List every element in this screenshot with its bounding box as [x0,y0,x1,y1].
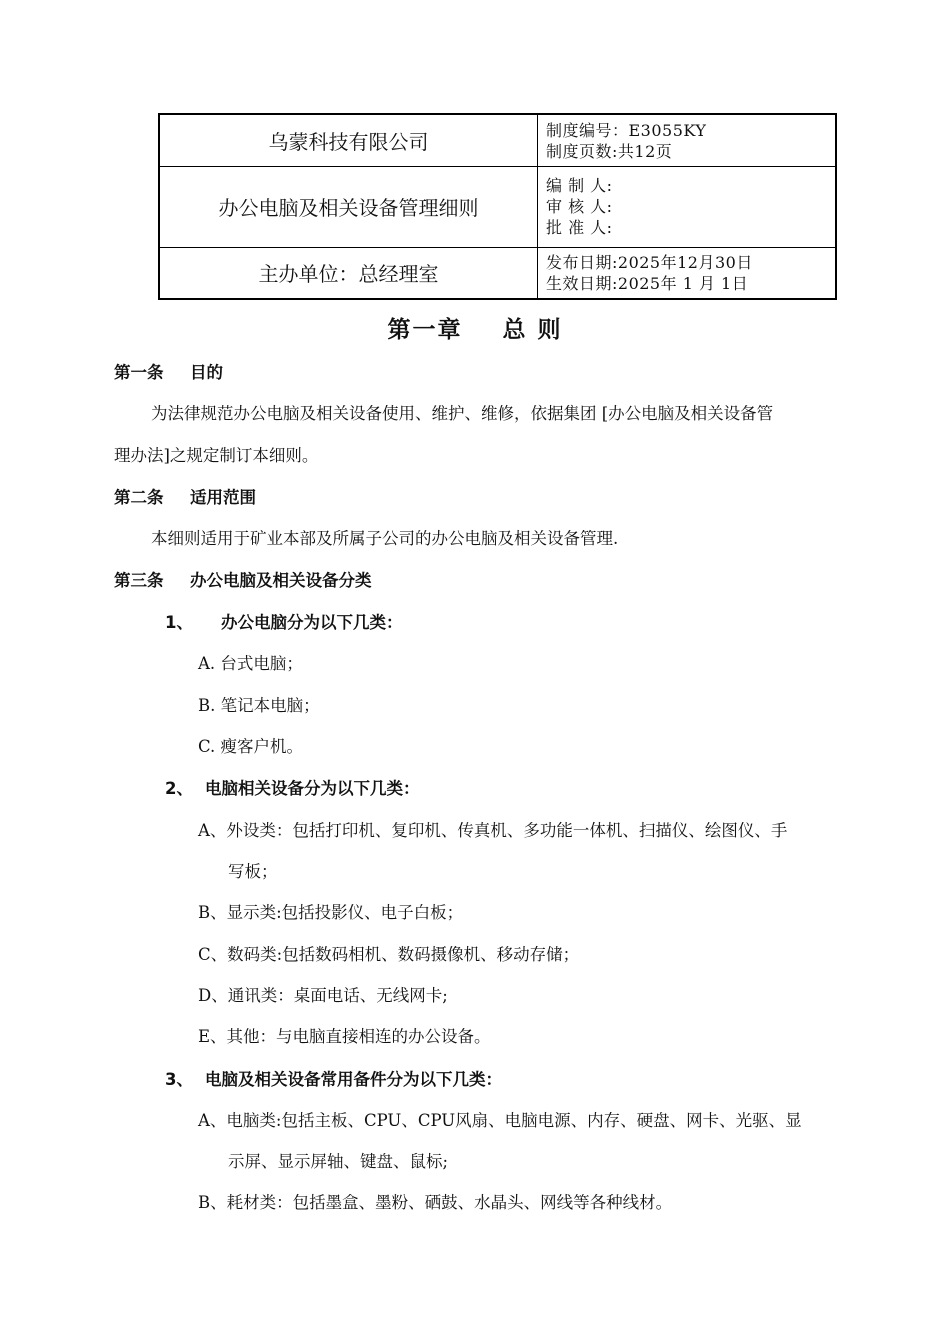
article-1-para-line1: 为法律规范办公电脑及相关设备使用、维护、维修，依据集团 [办公电脑及相关设备管 [151,404,774,423]
doc-title: 办公电脑及相关设备管理细则 [218,196,479,221]
host-unit-cell [159,247,538,299]
section-2-item-a-line2: 写板； [228,862,278,881]
company-name-cell [159,114,538,167]
effective-date: 生效日期:2025年 1 月 1日 [546,273,749,293]
section-2-heading [165,775,420,799]
editor-field: 编 制 人: [546,176,613,196]
section-3-item-a-line2: 示屏、显示屏轴、键盘、鼠标; [228,1152,449,1171]
section-1-heading [165,609,403,633]
section-3-heading [165,1066,502,1090]
section-2-title: 电脑相关设备分为以下几类： [205,779,420,798]
article-2-title: 适用范围 [190,488,256,507]
publish-date: 发布日期:2025年12月30日 [546,252,753,272]
article-3-title: 办公电脑及相关设备分类 [190,571,372,590]
article-2-para: 本细则适用于矿业本部及所属子公司的办公电脑及相关设备管理. [151,529,619,548]
host-unit: 主办单位：总经理室 [258,262,439,287]
doc-title-cell [159,167,538,248]
section-3-item-b: B、耗材类：包括墨盒、墨粉、硒鼓、水晶头、网线等各种线材。 [198,1193,673,1212]
reviewer-field: 审 核 人: [546,197,613,217]
dates-cell [538,247,837,299]
section-1-number: 1、 [165,613,193,632]
chapter-title: 第一章 总 则 [387,317,563,343]
article-1-number: 第一条 [114,363,164,382]
section-2-number: 2、 [165,779,193,798]
approver-field: 批 准 人: [546,218,613,238]
section-1-item-c: C. 瘦客户机。 [198,737,304,756]
article-1-heading [114,359,223,383]
doc-number-cell [538,114,837,167]
section-3-item-a-line1: A、电脑类:包括主板、CPU、CPU风扇、电脑电源、内存、硬盘、网卡、光驱、显 [198,1111,802,1130]
article-1-title: 目的 [190,363,223,382]
section-1-item-a: A. 台式电脑； [198,654,303,673]
section-3-title: 电脑及相关设备常用备件分为以下几类： [205,1070,502,1089]
section-2-item-a-line1: A、外设类：包括打印机、复印机、传真机、多功能一体机、扫描仪、绘图仪、手 [198,821,788,840]
section-1-title: 办公电脑分为以下几类： [221,613,403,632]
company-name: 乌蒙科技有限公司 [268,130,429,155]
section-1-item-b: B. 笔记本电脑； [198,696,320,715]
section-2-item-b: B、显示类:包括投影仪、电子白板； [198,903,464,922]
article-1-para-line2: 理办法]之规定制订本细则。 [114,446,319,465]
section-2-item-e: E、其他：与电脑直接相连的办公设备。 [198,1027,491,1046]
doc-pages: 制度页数:共12页 [546,141,673,161]
article-2-number: 第二条 [114,488,164,507]
article-2-heading [114,484,256,508]
signatories-cell [538,167,837,248]
doc-number: 制度编号：E3055KY [546,120,707,140]
section-2-item-d: D、通讯类：桌面电话、无线网卡; [198,986,448,1005]
header-info-table [158,113,837,300]
section-2-item-c: C、数码类:包括数码相机、数码摄像机、移动存储； [198,945,580,964]
article-3-heading [114,567,372,591]
article-3-number: 第三条 [114,571,164,590]
section-3-number: 3、 [165,1070,193,1089]
